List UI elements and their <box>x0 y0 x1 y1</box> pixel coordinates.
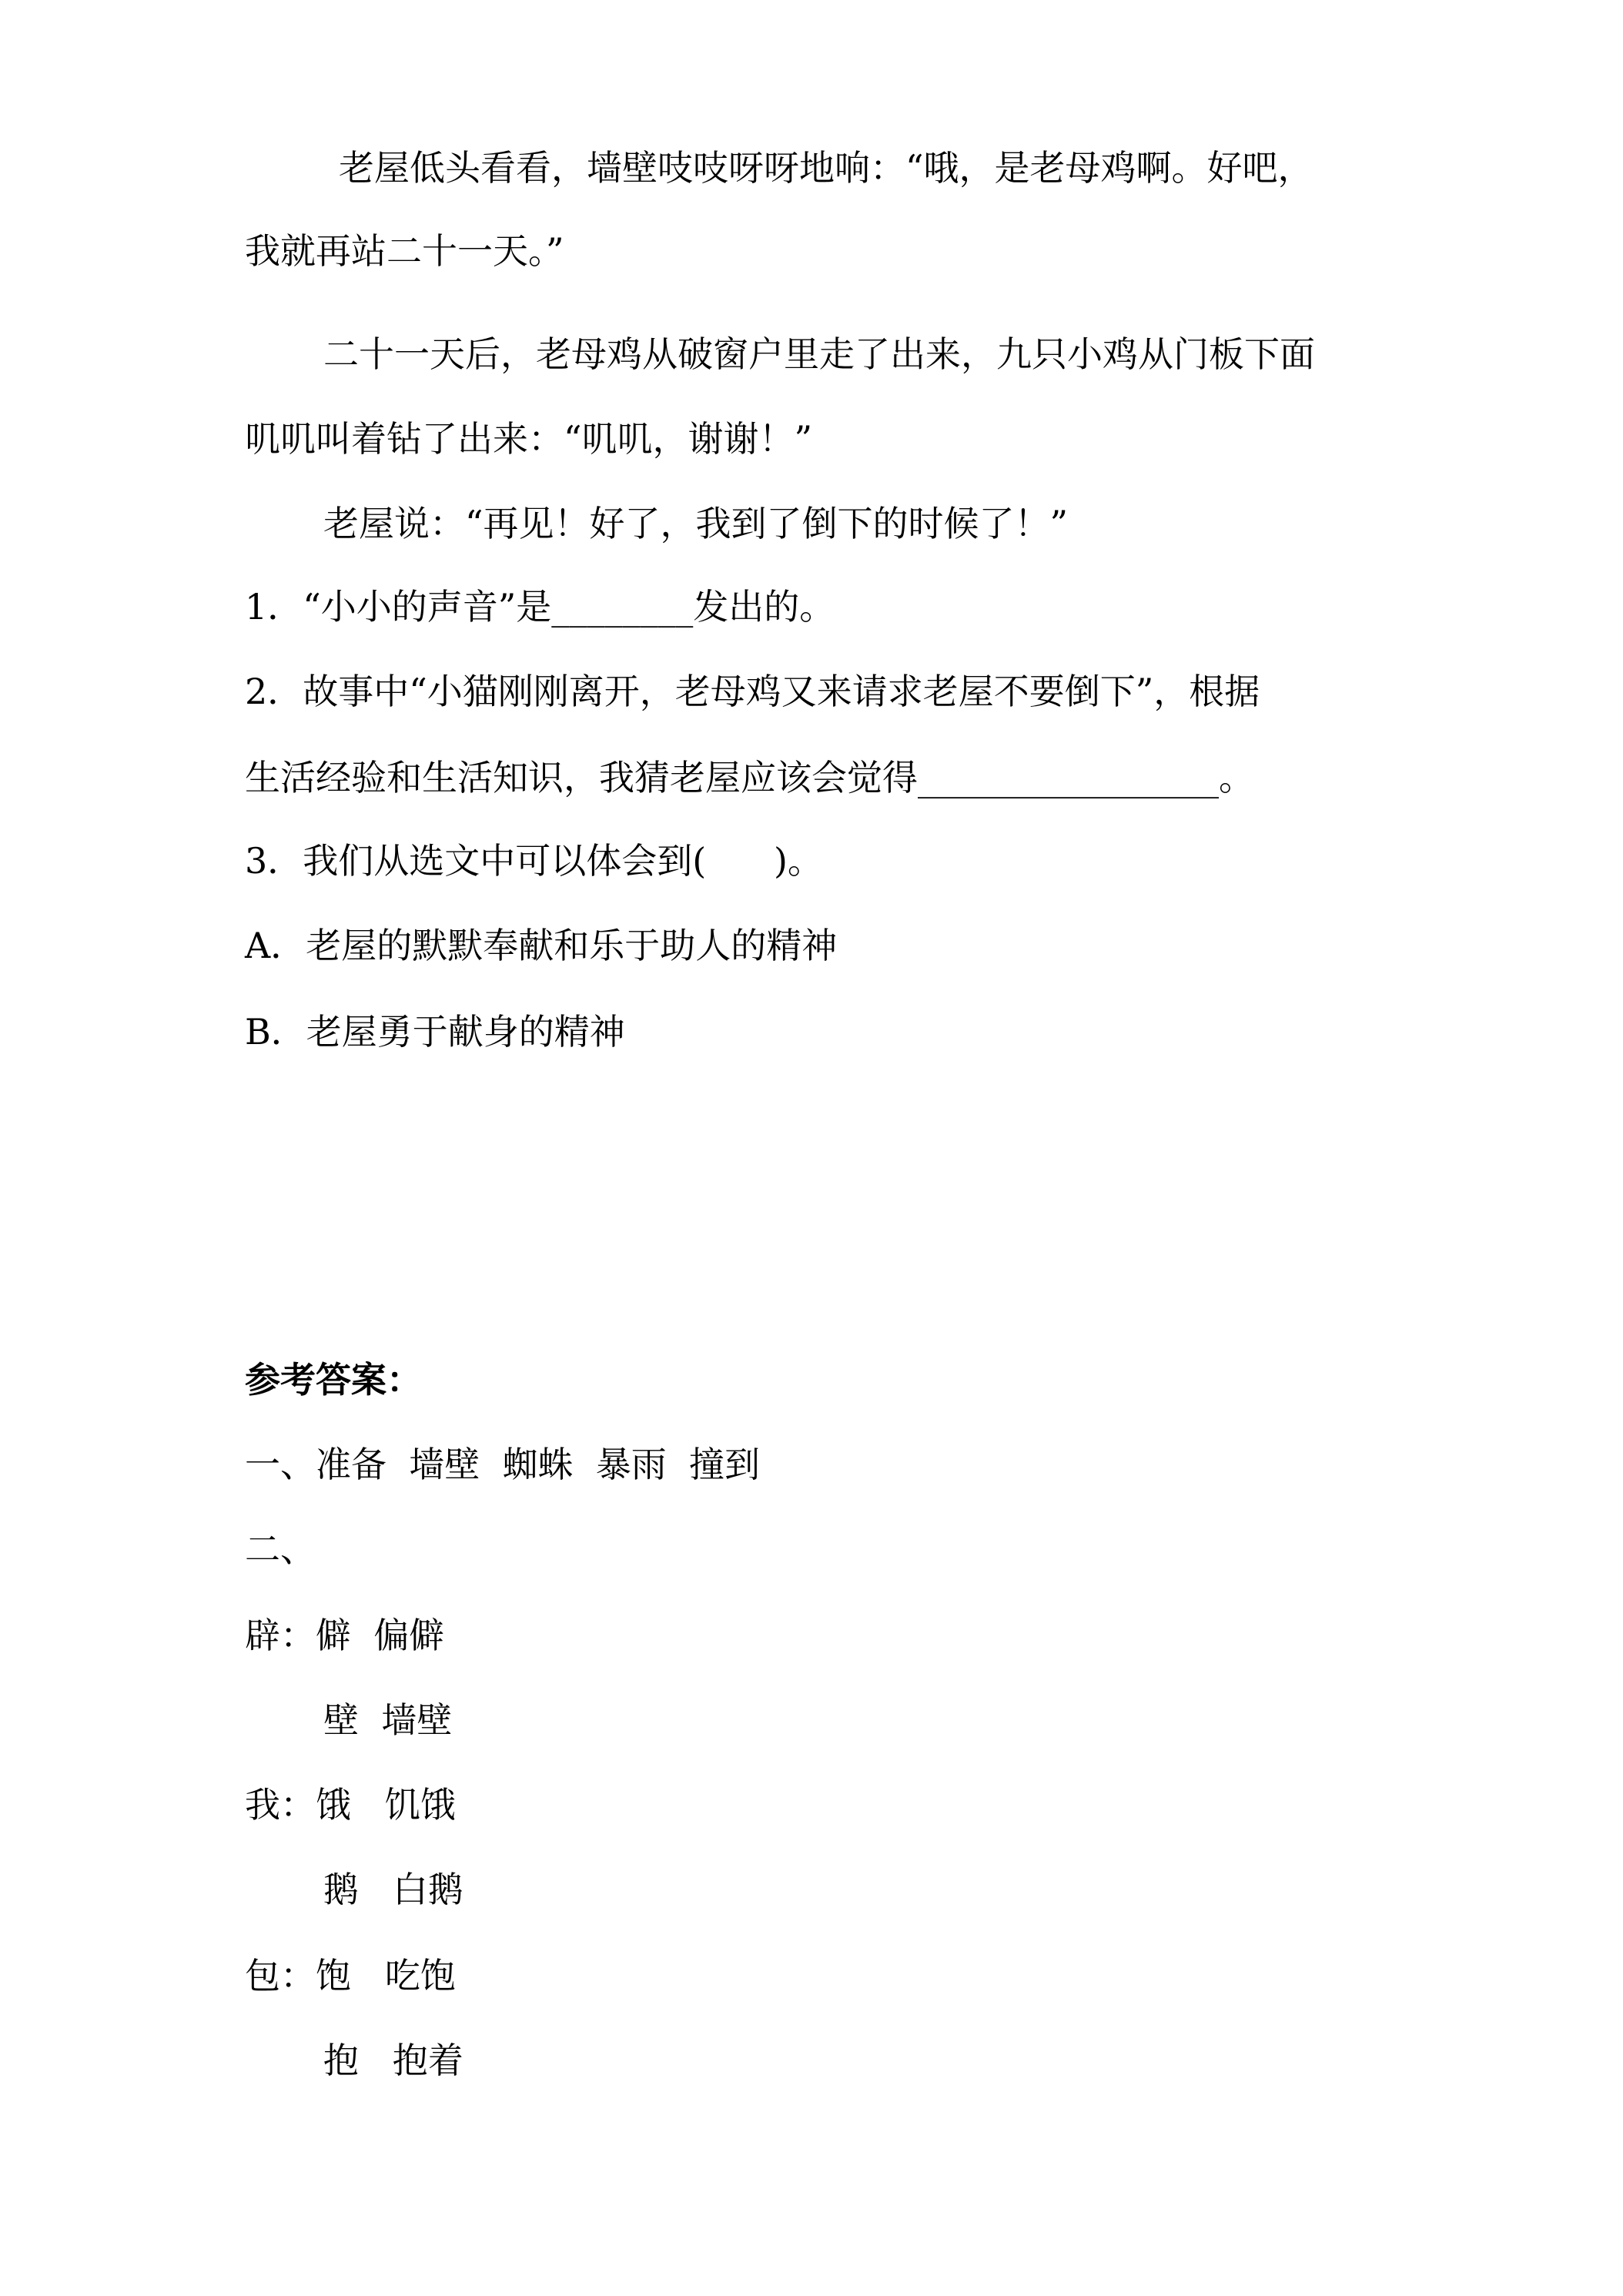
question-2: 2．故事中“小猫刚刚离开，老母鸡又来请求老屋不要倒下”，根据 <box>245 671 1260 712</box>
answer-line: 包：饱 吃饱 <box>245 1955 456 1996</box>
question-1: 1．“小小的声音”是________发出的。 <box>245 586 835 628</box>
passage-line: 老屋低头看看，墙壁吱吱呀呀地响：“哦，是老母鸡啊。好吧， <box>339 147 1313 189</box>
answer-line: 辟：僻 偏僻 <box>245 1615 445 1656</box>
answers-heading: 参考答案： <box>245 1359 422 1401</box>
answer-line: 我：饿 饥饿 <box>245 1784 456 1826</box>
option-a: A．老屋的默默奉献和乐于助人的精神 <box>245 925 838 966</box>
question-2-continued: 生活经验和生活知识，我猜老屋应该会觉得_________________。 <box>245 757 1254 798</box>
passage-line: 老屋说：“再见！好了，我到了倒下的时候了！” <box>323 503 1069 544</box>
passage-line: 我就再站二十一天。” <box>245 230 564 272</box>
answer-line: 二、 <box>245 1528 316 1570</box>
answer-line: 一、准备 墙壁 蜘蛛 暴雨 撞到 <box>245 1444 760 1485</box>
question-3: 3．我们从选文中可以体会到( )。 <box>245 840 823 882</box>
passage-line: 二十一天后，老母鸡从破窗户里走了出来，九只小鸡从门板下面 <box>323 333 1315 375</box>
answer-line: 壁 墙壁 <box>323 1699 453 1741</box>
passage-line: 叽叽叫着钻了出来：“叽叽，谢谢！” <box>245 418 813 460</box>
answer-line: 抱 抱着 <box>323 2040 463 2081</box>
option-b: B．老屋勇于献身的精神 <box>245 1011 625 1053</box>
answer-line: 鹅 白鹅 <box>323 1869 463 1910</box>
